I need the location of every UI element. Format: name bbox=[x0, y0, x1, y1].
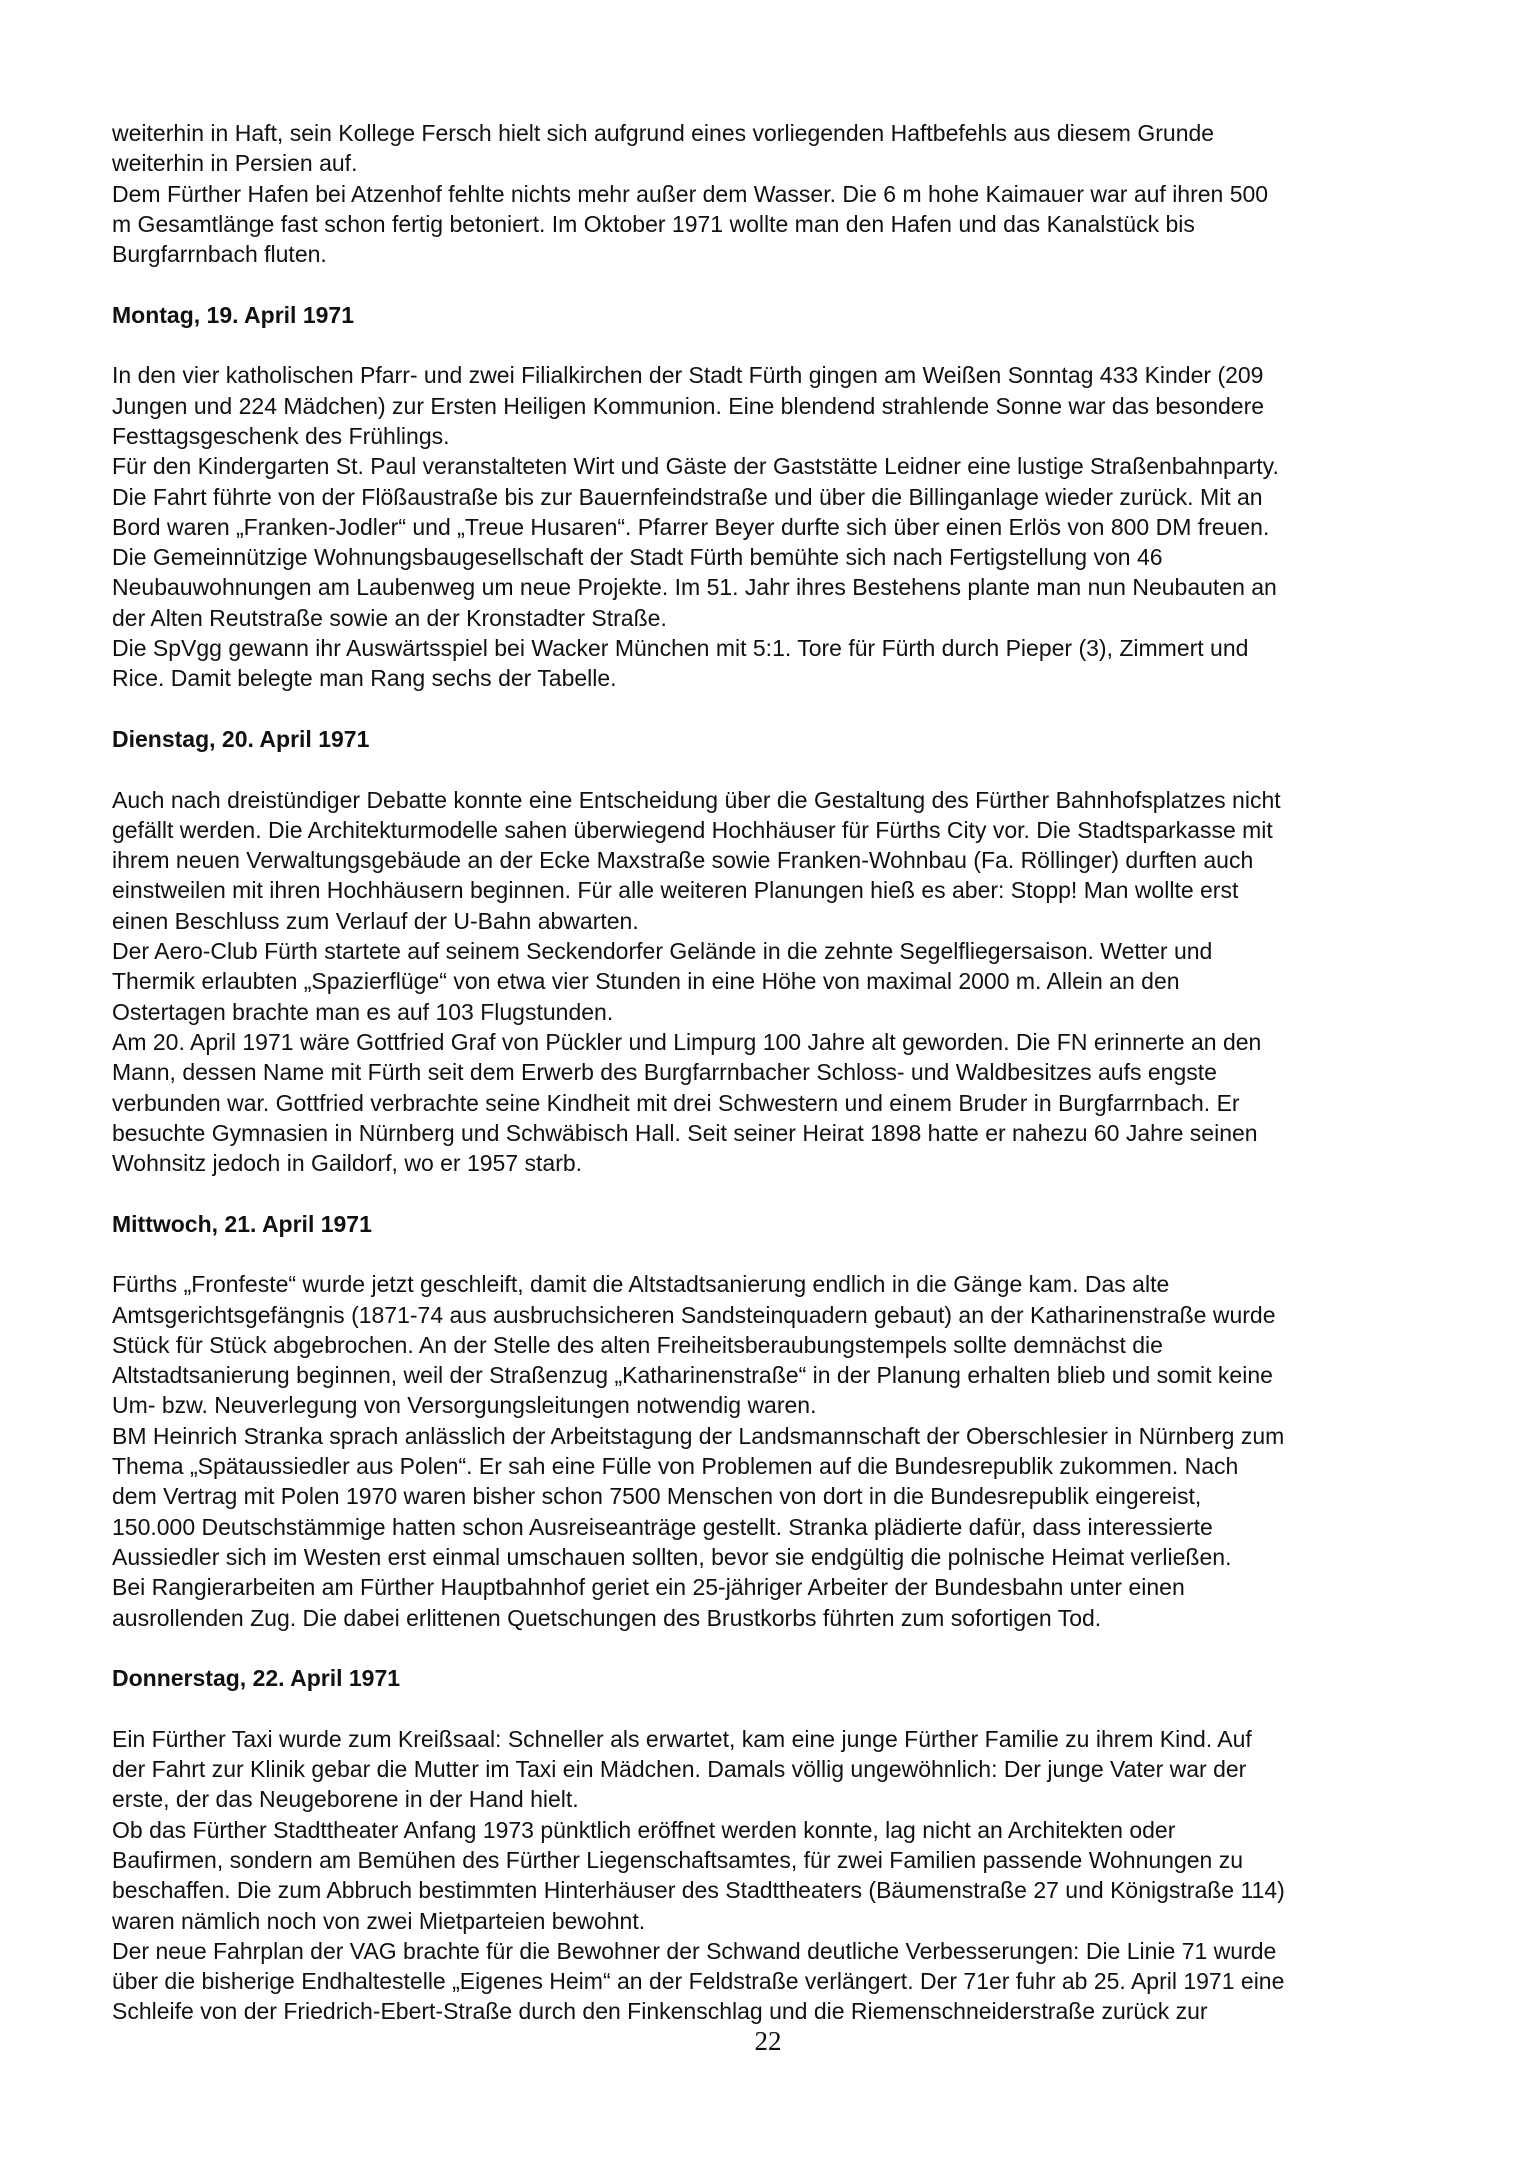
text-line: Der Aero-Club Fürth startete auf seinem Seckendorfer Gelände in die zehnte Segelfliegersaison. Wetter und bbox=[112, 938, 1213, 965]
text-line: BM Heinrich Stranka sprach anlässlich der Arbeitstagung der Landsmannschaft der Oberschlesier in Nürnberg zum bbox=[112, 1422, 1285, 1449]
text-line: einen Beschluss zum Verlauf der U-Bahn abwarten. bbox=[112, 907, 639, 934]
text-line: 150.000 Deutschstämmige hatten schon Ausreiseanträge gestellt. Stranka plädierte dafür, dass interessierte bbox=[112, 1513, 1213, 1540]
spacer bbox=[112, 694, 1442, 724]
date-heading bbox=[112, 1209, 1442, 1239]
text-line: In den vier katholischen Pfarr- und zwei Filialkirchen der Stadt Fürth gingen am Weißen Sonntag 433 Kinder (209 bbox=[112, 362, 1264, 389]
heading-text: Dienstag, 20. April 1971 bbox=[112, 725, 370, 752]
text-line: über die bisherige Endhaltestelle „Eigenes Heim“ an der Feldstraße verlängert. Der 71er fuhr ab 25. April 1971 eine bbox=[112, 1968, 1285, 1995]
text-line: Bei Rangierarbeiten am Fürther Hauptbahnhof geriet ein 25-jähriger Arbeiter der Bundesbahn unter einen bbox=[112, 1574, 1185, 1601]
text-line: Baufirmen, sondern am Bemühen des Fürther Liegenschaftsamtes, für zwei Familien passende Wohnungen zu bbox=[112, 1846, 1244, 1873]
text-line: Am 20. April 1971 wäre Gottfried Graf von Pückler und Limpurg 100 Jahre alt geworden. Die FN erinnerte an den bbox=[112, 1028, 1262, 1055]
text-line: Jungen und 224 Mädchen) zur Ersten Heiligen Kommunion. Eine blendend strahlende Sonne war das besondere bbox=[112, 392, 1265, 419]
date-heading bbox=[112, 300, 1442, 330]
spacer bbox=[112, 330, 1442, 360]
text-line: erste, der das Neugeborene in der Hand hielt. bbox=[112, 1786, 579, 1813]
text-line: Neubauwohnungen am Laubenweg um neue Projekte. Im 51. Jahr ihres Bestehens plante man nun Neubauten an bbox=[112, 574, 1277, 601]
text-line: weiterhin in Haft, sein Kollege Fersch hielt sich aufgrund eines vorliegenden Haftbefehls aus diesem Grunde bbox=[112, 120, 1215, 146]
text-line: Burgfarrnbach fluten. bbox=[112, 241, 327, 268]
text-line: Die Fahrt führte von der Flößaustraße bis zur Bauernfeindstraße und über die Billinganlage wieder zurück. Mit an bbox=[112, 483, 1263, 510]
text-line: Bord waren „Franken-Jodler“ und „Treue Husaren“. Pfarrer Beyer durfte sich über einen Erlös von 800 DM freuen. bbox=[112, 513, 1270, 540]
text-line: waren nämlich noch von zwei Mietparteien bewohnt. bbox=[112, 1907, 646, 1934]
paragraph bbox=[112, 1269, 1442, 1633]
text-line: Thema „Spätaussiedler aus Polen“. Er sah eine Fülle von Problemen auf die Bundesrepublik zukommen. Nach bbox=[112, 1453, 1239, 1480]
spacer bbox=[112, 754, 1442, 784]
text-line: Altstadtsanierung beginnen, weil der Straßenzug „Katharinenstraße“ in der Planung erhalten blieb und somit keine bbox=[112, 1362, 1273, 1389]
paragraph bbox=[112, 785, 1442, 1179]
text-line: Schleife von der Friedrich-Ebert-Straße durch den Finkenschlag und die Riemenschneiderstraße zurück zur bbox=[112, 1998, 1208, 2025]
spacer bbox=[112, 1239, 1442, 1269]
date-heading bbox=[112, 724, 1442, 754]
page-number: 22 bbox=[754, 2026, 782, 2056]
text-line: Die SpVgg gewann ihr Auswärtsspiel bei Wacker München mit 5:1. Tore für Fürth durch Pieper (3), Zimmert und bbox=[112, 635, 1249, 662]
text-line: weiterhin in Persien auf. bbox=[112, 150, 358, 177]
text-line: verbunden war. Gottfried verbrachte seine Kindheit mit drei Schwestern und einem Bruder in Burgfarrnbach. Er bbox=[112, 1089, 1240, 1116]
text-line: Amtsgerichtsgefängnis (1871-74 aus ausbruchsicheren Sandsteinquadern gebaut) an der Katharinenstraße wurde bbox=[112, 1301, 1276, 1328]
text-line: Für den Kindergarten St. Paul veranstalteten Wirt und Gäste der Gaststätte Leidner eine lustige Straßenbahnparty. bbox=[112, 453, 1279, 480]
paragraph bbox=[112, 1724, 1442, 2027]
text-line: Fürths „Fronfeste“ wurde jetzt geschleift, damit die Altstadtsanierung endlich in die Gänge kam. Das alte bbox=[112, 1271, 1170, 1298]
text-line: Wohnsitz jedoch in Gaildorf, wo er 1957 starb. bbox=[112, 1150, 583, 1177]
text-line: besuchte Gymnasien in Nürnberg und Schwäbisch Hall. Seit seiner Heirat 1898 hatte er nahezu 60 Jahre seinen bbox=[112, 1119, 1258, 1146]
text-line: der Fahrt zur Klinik gebar die Mutter im Taxi ein Mädchen. Damals völlig ungewöhnlich: Der junge Vater war der bbox=[112, 1756, 1247, 1783]
text-line: Thermik erlaubten „Spazierflüge“ von etwa vier Stunden in eine Höhe von maximal 2000 m. Allein an den bbox=[112, 968, 1180, 995]
heading-text: Montag, 19. April 1971 bbox=[112, 301, 354, 328]
spacer bbox=[112, 269, 1442, 299]
heading-text: Donnerstag, 22. April 1971 bbox=[112, 1665, 401, 1692]
spacer bbox=[112, 1693, 1442, 1723]
text-line: dem Vertrag mit Polen 1970 waren bisher schon 7500 Menschen von dort in die Bundesrepublik eingereist, bbox=[112, 1483, 1202, 1510]
text-line: Der neue Fahrplan der VAG brachte für die Bewohner der Schwand deutliche Verbesserungen: Die Linie 71 wurde bbox=[112, 1937, 1277, 1964]
paragraph bbox=[112, 360, 1442, 693]
text-line: Ob das Fürther Stadttheater Anfang 1973 pünktlich eröffnet werden konnte, lag nicht an Architekten oder bbox=[112, 1816, 1176, 1843]
heading-text: Mittwoch, 21. April 1971 bbox=[112, 1210, 372, 1237]
text-line: Ein Fürther Taxi wurde zum Kreißsaal: Schneller als erwartet, kam eine junge Fürther Familie zu ihrem Kind. Auf bbox=[112, 1725, 1252, 1752]
text-line: beschaffen. Die zum Abbruch bestimmten Hinterhäuser des Stadttheaters (Bäumenstraße 27 und Königstraße 114) bbox=[112, 1877, 1285, 1904]
document-page-body bbox=[112, 118, 1442, 2027]
text-line: Dem Fürther Hafen bei Atzenhof fehlte nichts mehr außer dem Wasser. Die 6 m hohe Kaimauer war auf ihren 500 bbox=[112, 180, 1269, 207]
text-line: Auch nach dreistündiger Debatte konnte eine Entscheidung über die Gestaltung des Fürther Bahnhofsplatzes nicht bbox=[112, 786, 1281, 813]
text-line: Die Gemeinnützige Wohnungsbaugesellschaft der Stadt Fürth bemühte sich nach Fertigstellung von 46 bbox=[112, 544, 1163, 571]
text-line: der Alten Reutstraße sowie an der Kronstadter Straße. bbox=[112, 604, 667, 631]
text-line: Ostertagen brachte man es auf 103 Flugstunden. bbox=[112, 998, 614, 1025]
text-line: Rice. Damit belegte man Rang sechs der Tabelle. bbox=[112, 665, 617, 692]
text-line: gefällt werden. Die Architekturmodelle sahen überwiegend Hochhäuser für Fürths City vor. Die Stadtsparkasse mit bbox=[112, 816, 1273, 843]
paragraph bbox=[112, 118, 1442, 269]
text-line: Um- bzw. Neuverlegung von Versorgungsleitungen notwendig waren. bbox=[112, 1392, 817, 1419]
text-line: ihrem neuen Verwaltungsgebäude an der Ecke Maxstraße sowie Franken-Wohnbau (Fa. Röllinger) durften auch bbox=[112, 847, 1254, 874]
spacer bbox=[112, 1633, 1442, 1663]
text-line: Stück für Stück abgebrochen. An der Stelle des alten Freiheitsberaubungstempels sollte demnächst die bbox=[112, 1331, 1163, 1358]
text-line: Aussiedler sich im Westen erst einmal umschauen sollten, bevor sie endgültig die polnische Heimat verließen. bbox=[112, 1543, 1232, 1570]
text-line: m Gesamtlänge fast schon fertig betoniert. Im Oktober 1971 wollte man den Hafen und das Kanalstück bis bbox=[112, 210, 1195, 237]
text-line: ausrollenden Zug. Die dabei erlittenen Quetschungen des Brustkorbs führten zum sofortigen Tod. bbox=[112, 1604, 1102, 1631]
text-line: Festtagsgeschenk des Frühlings. bbox=[112, 422, 450, 449]
text-line: Mann, dessen Name mit Fürth seit dem Erwerb des Burgfarrnbacher Schloss- und Waldbesitzes aufs engste bbox=[112, 1059, 1217, 1086]
spacer bbox=[112, 1178, 1442, 1208]
text-line: einstweilen mit ihren Hochhäusern beginnen. Für alle weiteren Planungen hieß es aber: Stopp! Man wollte erst bbox=[112, 877, 1239, 904]
date-heading bbox=[112, 1663, 1442, 1693]
